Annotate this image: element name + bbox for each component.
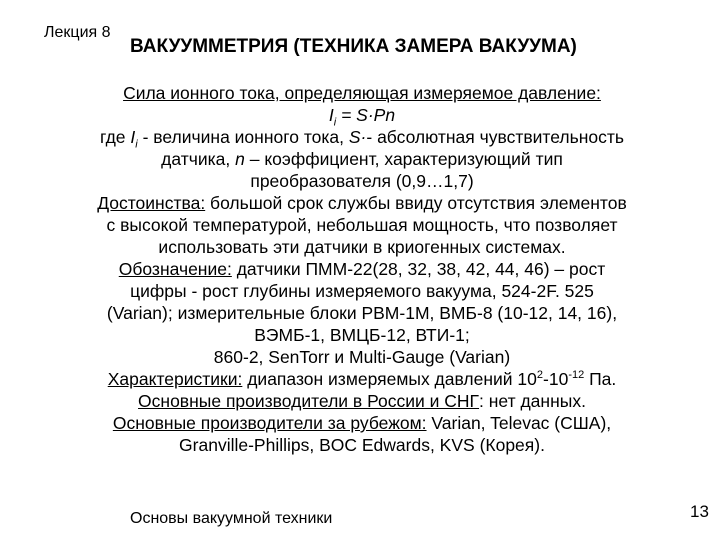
characteristics-line xyxy=(28,368,696,390)
abroad-producers-text-1: Varian, Televac (США), xyxy=(426,413,612,433)
characteristics-sup-1: 2 xyxy=(536,369,544,382)
sensor-line xyxy=(28,148,696,170)
characteristics-mid: -10 xyxy=(543,369,569,389)
page-number: 13 xyxy=(690,502,709,521)
sensor-n: n xyxy=(235,149,245,169)
designation-line-4: ВЭМБ-1, ВМЦБ-12, ВТИ-1; xyxy=(254,325,470,345)
designation-text-1: датчики ПММ-22(28, 32, 38, 42, 44, 46) – рост xyxy=(231,259,606,279)
characteristics-sup-2: -12 xyxy=(568,369,585,382)
formula-I: I xyxy=(328,105,334,125)
designation-line-2: цифры - рост глубины измеряемого вакуума, 524-2F. 525 xyxy=(130,281,594,301)
abroad-producers-label: Основные производители за рубежом: xyxy=(112,413,427,433)
russia-producers-text: : нет данных. xyxy=(479,391,586,411)
advantages-line-3: использовать эти датчики в криогенных системах. xyxy=(158,237,566,257)
slide-title: ВАКУУММЕТРИЯ (ТЕХНИКА ЗАМЕРА ВАКУУМА) xyxy=(130,36,577,57)
intro-line xyxy=(28,82,696,104)
formula-rest: = S·Pn xyxy=(336,105,396,125)
formula-sub-i: i xyxy=(333,116,337,129)
where-prefix: где xyxy=(99,127,131,147)
where-mid: - величина ионного тока, xyxy=(137,127,349,147)
abroad-producers-line-2: Granville-Phillips, BOC Edwards, KVS (Корея). xyxy=(179,435,545,455)
where-I: I xyxy=(130,127,136,147)
slide-body xyxy=(28,82,696,456)
advantages-line-2: с высокой температурой, небольшая мощность, что позволяет xyxy=(106,215,618,235)
advantages-text-1: большой срок службы ввиду отсутствия элементов xyxy=(205,193,627,213)
sensor-pre: датчика, xyxy=(161,149,236,169)
russia-producers-label: Основные производители в России и СНГ xyxy=(138,391,480,411)
sensor-post: – коэффициент, характеризующий тип xyxy=(244,149,563,169)
converter-line: преобразователя (0,9…1,7) xyxy=(250,171,474,191)
lecture-label: Лекция 8 xyxy=(44,24,111,41)
characteristics-label: Характеристики: xyxy=(107,369,243,389)
designation-line-5: 860-2, SenTorr и Multi-Gauge (Varian) xyxy=(213,347,511,367)
russia-producers-line xyxy=(28,390,696,412)
where-sub-i: i xyxy=(135,138,138,151)
advantages-line-1 xyxy=(28,192,696,214)
designation-line-1 xyxy=(28,258,696,280)
where-S: S· xyxy=(348,127,367,147)
abroad-producers-line-1 xyxy=(28,412,696,434)
characteristics-end: Па. xyxy=(584,369,617,389)
intro-text: Сила ионного тока, определяющая измеряемое давление: xyxy=(123,83,601,103)
advantages-label: Достоинства: xyxy=(97,193,206,213)
formula-line xyxy=(28,104,696,129)
designation-line-3: (Varian); измерительные блоки РВМ-1М, ВМБ-8 (10-12, 14, 16), xyxy=(106,303,618,323)
footer-course: Основы вакуумной техники xyxy=(130,510,333,527)
designation-label: Обозначение: xyxy=(118,259,232,279)
where-tail: - абсолютная чувствительность xyxy=(366,127,625,147)
where-line xyxy=(28,126,696,151)
characteristics-text: диапазон измеряемых давлений 10 xyxy=(242,369,537,389)
